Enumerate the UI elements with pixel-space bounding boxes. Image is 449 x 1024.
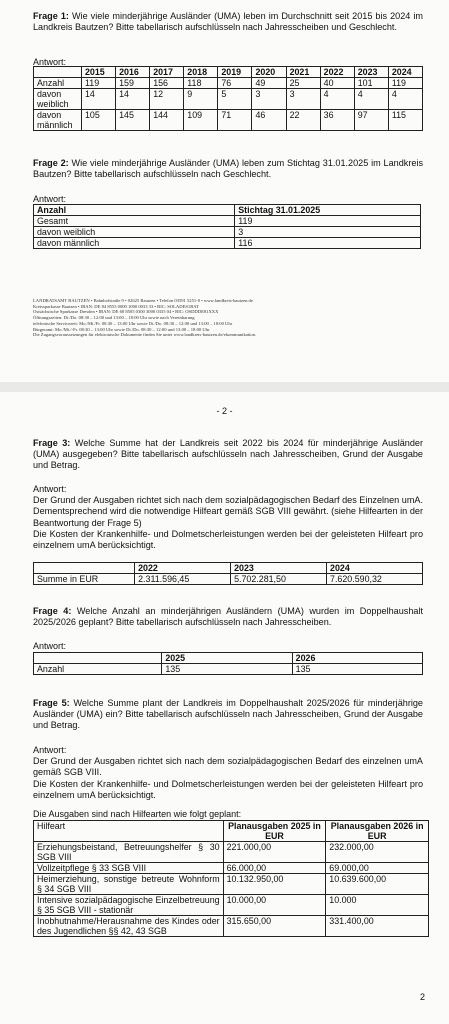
question-4-text: Welche Anzahl an minderjährigen Ausländern (UMA) wurden im Doppelhaushalt 2025/2026 geplant? Bitte tabellarisch aufschlüsseln nach Jahresscheiben. — [33, 606, 423, 628]
table-cell: 12 — [150, 89, 184, 110]
table-cell: 116 — [235, 238, 421, 249]
table-cell: 115 — [388, 110, 422, 131]
table-header-cell: 2025 — [162, 653, 292, 664]
table-cell: 145 — [116, 110, 150, 131]
table-cell: 4 — [320, 89, 354, 110]
table-row — [34, 664, 423, 675]
table-planned-count — [33, 652, 423, 675]
answer-3 — [33, 484, 423, 551]
question-2-text: Wie viele minderjährige Ausländer (UMA) leben zum Stichtag 31.01.2025 im Landkreis Bautzen? Bitte tabellarisch aufschlüsseln nach Geschlecht. — [33, 158, 423, 180]
table-cell: 331.400,00 — [326, 916, 429, 937]
answer-5-paragraph: Der Grund der Ausgaben richtet sich nach dem sozialpädagogischen Bedarf des einzelnen umA gemäß SGB VIII. — [33, 756, 423, 778]
footer-line: LANDRATSAMT BAUTZEN • Bahnhofstraße 9 • 02625 Bautzen • Telefon 03591 5251-0 • www.landkreis-bautzen.de — [33, 298, 253, 303]
document-page-1 — [0, 0, 449, 382]
footer-line: Öffnungszeiten: Di./Do. 08:30 – 12:00 und 13:00 – 18:00 Uhr sowie nach Vereinbarung — [33, 315, 195, 321]
table-cell: 105 — [82, 110, 116, 131]
table-cell: 40 — [320, 78, 354, 89]
table-row — [34, 216, 421, 227]
table-cell: 135 — [292, 664, 422, 675]
table-header-cell: 2023 — [231, 563, 327, 574]
table-cell: 10.639.600,00 — [326, 874, 429, 895]
table-cell: Erziehungsbeistand, Betreuungshelfer § 30 SGB VIII — [34, 842, 224, 863]
table-header-cell: 2026 — [292, 653, 422, 664]
table-header-cell: 2024 — [388, 67, 422, 78]
table-cell: 76 — [218, 78, 252, 89]
table-row — [34, 842, 429, 863]
table-cell: Anzahl — [34, 664, 162, 675]
answer-3-paragraph: Die Kosten der Krankenhilfe- und Dolmetscherleistungen werden bei der geleisteten Hilfeart pro einzelnem umA berücksichtigt. — [33, 528, 423, 551]
table-header-cell: 2019 — [218, 67, 252, 78]
table-header-cell: 2018 — [184, 67, 218, 78]
table-row — [34, 895, 429, 916]
table-cell: Heimerziehung, sonstige betreute Wohnform § 34 SGB VIII — [34, 874, 224, 895]
table-expenses-2022-2024 — [33, 562, 423, 585]
table-header-row — [34, 205, 421, 216]
answer-5 — [33, 745, 423, 801]
table-cell: 3 — [235, 227, 421, 238]
table-cell: 3 — [286, 89, 320, 110]
question-4-label: Frage 4: — [33, 606, 72, 616]
table-cell: 69.000,00 — [326, 863, 429, 874]
table-cell: 232.000,00 — [326, 842, 429, 863]
question-1 — [33, 11, 423, 33]
table-header-cell — [34, 67, 82, 78]
letterhead-footer — [33, 298, 419, 338]
table-cell: 118 — [184, 78, 218, 89]
table-header-cell — [34, 653, 162, 664]
table-header-cell: Hilfeart — [34, 821, 224, 842]
table-cell: 5 — [218, 89, 252, 110]
table-cell: 97 — [354, 110, 388, 131]
table-cell: 159 — [116, 78, 150, 89]
table-row — [34, 89, 423, 110]
table-cell: 4 — [354, 89, 388, 110]
document-page-2 — [0, 392, 449, 1024]
table-header-cell: Stichtag 31.01.2025 — [235, 205, 421, 216]
table-header-cell: Planausgaben 2025 in EUR — [223, 821, 326, 842]
table-header-cell: 2017 — [150, 67, 184, 78]
answer-5-label: Antwort: — [33, 745, 67, 755]
table-cell: 49 — [252, 78, 286, 89]
table-cell: 71 — [218, 110, 252, 131]
table-cell: 119 — [235, 216, 421, 227]
question-5-text: Welche Summe plant der Landkreis im Doppelhaushalt 2025/2026 für minderjährige Ausländer (UMA) ein? Bitte tabellarisch aufschlüsseln nach Jahresscheiben, Grund der Ausgabe und Betrag. — [33, 698, 423, 731]
question-2 — [33, 158, 423, 180]
table-header-cell: 2021 — [286, 67, 320, 78]
table-cell: 221.000,00 — [223, 842, 326, 863]
answer-4-label: Antwort: — [33, 641, 67, 651]
question-4 — [33, 606, 423, 628]
table-uma-per-year — [33, 66, 423, 131]
table-cell: 119 — [388, 78, 422, 89]
table-row — [34, 574, 423, 585]
table-cell: 315.650,00 — [223, 916, 326, 937]
table-cell: 46 — [252, 110, 286, 131]
table-row — [34, 78, 423, 89]
table-cell: 2.311.596,45 — [135, 574, 231, 585]
table-row — [34, 110, 423, 131]
table-cell: 22 — [286, 110, 320, 131]
table-header-cell: Planausgaben 2026 in EUR — [326, 821, 429, 842]
answer-3-label: Antwort: — [33, 484, 67, 494]
table-cell: 36 — [320, 110, 354, 131]
answer-3-paragraph: Der Grund der Ausgaben richtet sich nach dem sozialpädagogischen Bedarf des Einzelnen umA. Dementsprechend wird die notwendige Hilfeart gemäß SGB VIII gewährt. (siehe Hilfearten in der Beantwortung der Frage 5) — [33, 495, 423, 528]
table-cell: 156 — [150, 78, 184, 89]
question-3 — [33, 438, 423, 472]
footer-line: Die Zugangsvoraussetzungen für elektronische Dokumente finden Sie unter www.landkreis-bautzen.de/ekommunikation. — [33, 332, 257, 338]
table-cell: 10.132.950,00 — [223, 874, 326, 895]
table-cell: 3 — [252, 89, 286, 110]
table-cell: davon männlich — [34, 110, 82, 131]
table-cell: Anzahl — [34, 78, 82, 89]
table-row — [34, 238, 421, 249]
table-cell: 10.000,00 — [223, 895, 326, 916]
footer-line: Kreissparkasse Bautzen • IBAN: DE 84 8555 0000 1000 0033 33 • BIC: SOLADES1BAT — [33, 303, 199, 309]
table-cell: 9 — [184, 89, 218, 110]
table-row — [34, 916, 429, 937]
table-row — [34, 227, 421, 238]
footer-line: telefonische Servicezeit: Mo./Mi./Fr. 08:30 – 13:00 Uhr sowie Di./Do. 08:30 – 12:00 und 13:00 – 18:00 Uhr — [33, 320, 233, 326]
table-header-cell: 2022 — [135, 563, 231, 574]
question-5 — [33, 698, 423, 732]
question-1-text: Wie viele minderjährige Ausländer (UMA) leben im Durchschnitt seit 2015 bis 2024 im Landkreis Bautzen? Bitte tabellarisch aufschlüsseln nach Jahresscheiben und Geschlecht. — [33, 11, 423, 33]
table-header-cell: 2022 — [320, 67, 354, 78]
table-cell: Gesamt — [34, 216, 235, 227]
table-cell: Inobhutnahme/Herausnahme des Kindes oder des Jugendlichen §§ 42, 43 SGB — [34, 916, 224, 937]
table-cell: 25 — [286, 78, 320, 89]
footer-line: Bürgeramt: Mo./Mi./-Fr. 08:30 – 13:00 Uhr sowie Di./Do. 08:30 – 12:00 und 13:00 – 18:00 Uhr — [33, 326, 210, 332]
answer-1-label: Antwort: — [33, 57, 67, 67]
question-3-label: Frage 3: — [33, 438, 71, 448]
table-cell: 119 — [82, 78, 116, 89]
answer-5-paragraph: Die Kosten der Krankenhilfe- und Dolmetscherleistungen werden bei der geleisteten Hilfeart pro einzelnem umA berücksichtigt. — [33, 778, 423, 800]
table-cell: 4 — [388, 89, 422, 110]
question-5-label: Frage 5: — [33, 698, 70, 708]
table-header-row — [34, 653, 423, 664]
table-cell: 66.000,00 — [223, 863, 326, 874]
table-cell: Intensive sozialpädagogische Einzelbetreuung § 35 SGB VIII - stationär — [34, 895, 224, 916]
table-cell: 109 — [184, 110, 218, 131]
table-header-cell: Anzahl — [34, 205, 235, 216]
table-5-intro: Die Ausgaben sind nach Hilfearten wie folgt geplant: — [33, 809, 242, 819]
table-header-row — [34, 67, 423, 78]
table-cell: Summe in EUR — [34, 574, 135, 585]
table-header-cell: 2015 — [82, 67, 116, 78]
table-row — [34, 874, 429, 895]
page-footer-number: 2 — [419, 992, 425, 1002]
table-uma-stichtag — [33, 204, 421, 249]
table-cell: davon männlich — [34, 238, 235, 249]
answer-2-label: Antwort: — [33, 194, 67, 204]
table-cell: 14 — [82, 89, 116, 110]
question-2-label: Frage 2: — [33, 158, 69, 168]
table-header-row — [34, 563, 423, 574]
table-planned-expenses — [33, 820, 429, 937]
table-header-row — [34, 821, 429, 842]
table-header-cell: 2024 — [327, 563, 423, 574]
page-number: - 2 - — [216, 406, 233, 416]
table-cell: davon weiblich — [34, 227, 235, 238]
footer-line: Ostsächsische Sparkasse Dresden • IBAN: DE 68 8505 0300 3000 0335 04 • BIC: OSDDDE81XXX — [33, 309, 219, 315]
table-header-cell: 2020 — [252, 67, 286, 78]
question-3-text: Welche Summe hat der Landkreis seit 2022 bis 2024 für minderjährige Ausländer (UMA) ausgegeben? Bitte tabellarisch aufschlüsseln nach Jahresscheiben, Grund der Ausgabe und Betrag. — [33, 438, 423, 471]
table-cell: 135 — [162, 664, 292, 675]
table-cell: 144 — [150, 110, 184, 131]
table-header-cell: 2016 — [116, 67, 150, 78]
table-header-cell: 2023 — [354, 67, 388, 78]
table-row — [34, 863, 429, 874]
table-cell: 7.620.590,32 — [327, 574, 423, 585]
table-cell: 10.000 — [326, 895, 429, 916]
table-cell: davon weiblich — [34, 89, 82, 110]
table-header-cell — [34, 563, 135, 574]
table-cell: 101 — [354, 78, 388, 89]
table-cell: 14 — [116, 89, 150, 110]
table-cell: 5.702.281,50 — [231, 574, 327, 585]
table-cell: Vollzeitpflege § 33 SGB VIII — [34, 863, 224, 874]
question-1-label: Frage 1: — [33, 11, 69, 21]
